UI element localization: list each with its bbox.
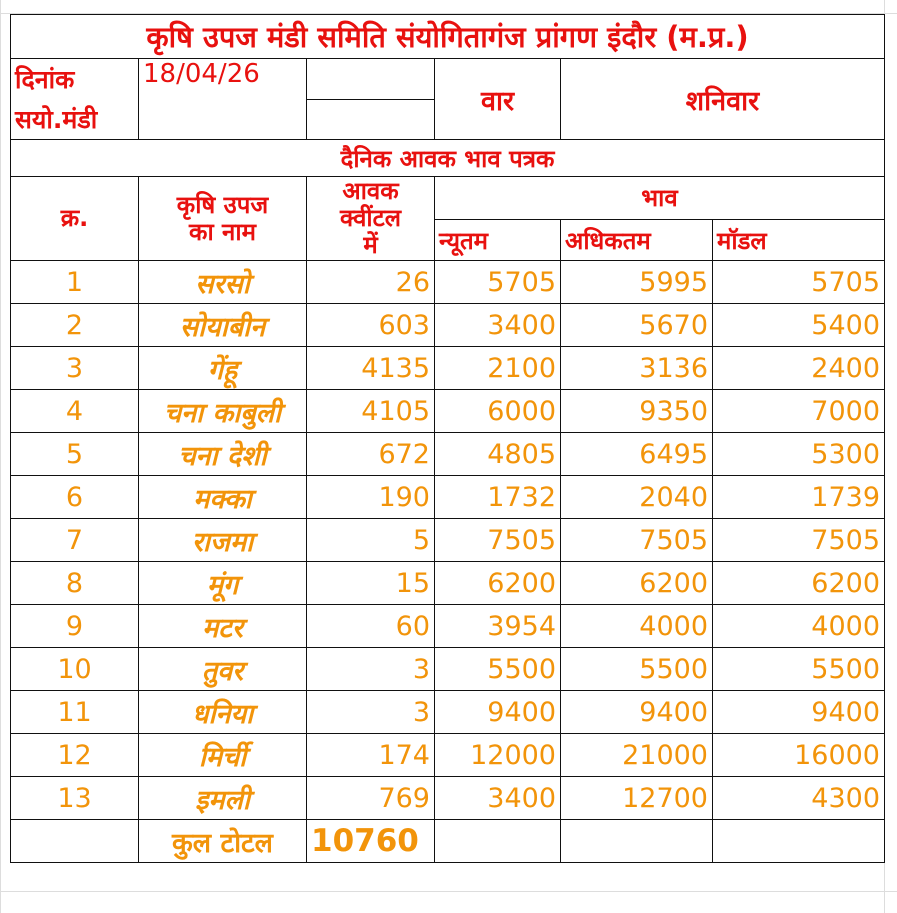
cell-min-price[interactable]: 9400 [435,691,561,734]
cell-max-price[interactable]: 21000 [561,734,713,777]
cell-max-price[interactable]: 2040 [561,476,713,519]
cell-crop-name[interactable]: सोयाबीन [139,304,307,347]
table-row [11,605,885,648]
cell-max-price[interactable]: 6495 [561,433,713,476]
cell-min-price[interactable]: 1732 [435,476,561,519]
price-sheet-table [10,14,885,863]
empty-cell[interactable] [11,820,139,863]
table-row [11,691,885,734]
header-arrival-line2: क्वींटल [339,204,401,232]
cell-min-price[interactable]: 4805 [435,433,561,476]
empty-cell[interactable] [307,99,435,140]
cell-serial[interactable]: 12 [11,734,139,777]
cell-arrival[interactable]: 4135 [307,347,435,390]
cell-min-price[interactable]: 3400 [435,777,561,820]
empty-cell[interactable] [713,820,885,863]
cell-min-price[interactable]: 6200 [435,562,561,605]
header-max[interactable]: अधिकतम [561,220,713,261]
cell-max-price[interactable]: 5670 [561,304,713,347]
cell-arrival[interactable]: 4105 [307,390,435,433]
cell-crop-name[interactable]: इमली [139,777,307,820]
table-row [11,304,885,347]
table-row [11,648,885,691]
cell-arrival[interactable]: 603 [307,304,435,347]
table-row [11,347,885,390]
cell-modal-price[interactable]: 5300 [713,433,885,476]
cell-arrival[interactable]: 60 [307,605,435,648]
cell-max-price[interactable]: 7505 [561,519,713,562]
sheet-subtitle[interactable]: दैनिक आवक भाव पत्रक [11,140,885,177]
cell-arrival[interactable]: 672 [307,433,435,476]
cell-max-price[interactable]: 5500 [561,648,713,691]
cell-serial[interactable]: 13 [11,777,139,820]
cell-max-price[interactable]: 9350 [561,390,713,433]
empty-cell[interactable] [307,59,435,100]
header-price-group[interactable]: भाव [435,177,885,220]
header-arrival[interactable] [307,177,435,261]
cell-modal-price[interactable]: 5400 [713,304,885,347]
cell-min-price[interactable]: 3954 [435,605,561,648]
cell-max-price[interactable]: 3136 [561,347,713,390]
cell-modal-price[interactable]: 5500 [713,648,885,691]
cell-crop-name[interactable]: मिर्ची [139,734,307,777]
cell-min-price[interactable]: 5705 [435,261,561,304]
empty-cell[interactable] [139,99,307,140]
cell-serial[interactable]: 3 [11,347,139,390]
cell-min-price[interactable]: 5500 [435,648,561,691]
cell-modal-price[interactable]: 7505 [713,519,885,562]
cell-crop-name[interactable]: चना देशी [139,433,307,476]
day-label[interactable]: वार [435,59,561,140]
cell-arrival[interactable]: 3 [307,691,435,734]
empty-cell[interactable] [435,820,561,863]
table-row [11,519,885,562]
table-row [11,261,885,304]
cell-serial[interactable]: 4 [11,390,139,433]
cell-serial[interactable]: 7 [11,519,139,562]
cell-crop-name[interactable]: सरसो [139,261,307,304]
table-row [11,562,885,605]
header-min[interactable]: न्यूतम [435,220,561,261]
cell-modal-price[interactable]: 4300 [713,777,885,820]
total-value[interactable]: 10760 [307,820,435,863]
cell-modal-price[interactable]: 6200 [713,562,885,605]
cell-arrival[interactable]: 190 [307,476,435,519]
date-label[interactable]: दिनांक [11,59,139,100]
cell-min-price[interactable]: 2100 [435,347,561,390]
cell-max-price[interactable]: 9400 [561,691,713,734]
cell-serial[interactable]: 5 [11,433,139,476]
cell-serial[interactable]: 10 [11,648,139,691]
cell-arrival[interactable]: 174 [307,734,435,777]
cell-serial[interactable]: 6 [11,476,139,519]
day-value[interactable]: शनिवार [561,59,885,140]
cell-min-price[interactable]: 3400 [435,304,561,347]
header-arrival-line3: में [363,231,378,259]
cell-min-price[interactable]: 7505 [435,519,561,562]
cell-max-price[interactable]: 4000 [561,605,713,648]
cell-max-price[interactable]: 12700 [561,777,713,820]
cell-modal-price[interactable]: 16000 [713,734,885,777]
grid-line [0,0,1,913]
cell-crop-name[interactable]: तुवर [139,648,307,691]
table-row [11,433,885,476]
cell-max-price[interactable]: 6200 [561,562,713,605]
cell-serial[interactable]: 8 [11,562,139,605]
cell-modal-price[interactable]: 1739 [713,476,885,519]
cell-modal-price[interactable]: 5705 [713,261,885,304]
table-row [11,390,885,433]
cell-crop-name[interactable]: गेंहू [139,347,307,390]
cell-modal-price[interactable]: 7000 [713,390,885,433]
cell-arrival[interactable]: 26 [307,261,435,304]
header-crop-line2: का नाम [189,217,256,246]
cell-min-price[interactable]: 12000 [435,734,561,777]
cell-arrival[interactable]: 3 [307,648,435,691]
cell-serial[interactable]: 2 [11,304,139,347]
cell-serial[interactable]: 11 [11,691,139,734]
cell-arrival[interactable]: 769 [307,777,435,820]
header-crop-name[interactable] [139,177,307,261]
empty-cell[interactable] [561,820,713,863]
cell-serial[interactable]: 1 [11,261,139,304]
cell-crop-name[interactable]: चना काबुली [139,390,307,433]
date-value[interactable]: 18/04/26 [139,59,307,100]
header-crop-line1: कृषि उपज [176,190,269,219]
grid-line [0,891,897,892]
cell-modal-price[interactable]: 2400 [713,347,885,390]
cell-modal-price[interactable]: 9400 [713,691,885,734]
cell-modal-price[interactable]: 4000 [713,605,885,648]
header-arrival-line1: आवक [342,177,399,205]
sheet-title[interactable]: कृषि उपज मंडी समिति संयोगितागंज प्रांगण इंदौर (म.प्र.) [11,15,885,59]
table-row [11,777,885,820]
table-row [11,476,885,519]
cell-serial[interactable]: 9 [11,605,139,648]
cell-arrival[interactable]: 5 [307,519,435,562]
table-row [11,734,885,777]
header-serial[interactable]: क्र. [11,177,139,261]
cell-crop-name[interactable]: मूंग [139,562,307,605]
cell-min-price[interactable]: 6000 [435,390,561,433]
cell-crop-name[interactable]: धनिया [139,691,307,734]
total-label[interactable]: कुल टोटल [139,820,307,863]
cell-crop-name[interactable]: मक्का [139,476,307,519]
cell-max-price[interactable]: 5995 [561,261,713,304]
cell-crop-name[interactable]: मटर [139,605,307,648]
cell-arrival[interactable]: 15 [307,562,435,605]
mandi-label[interactable]: सयो.मंडी [11,99,139,140]
cell-crop-name[interactable]: राजमा [139,519,307,562]
header-modal[interactable]: मॉडल [713,220,885,261]
